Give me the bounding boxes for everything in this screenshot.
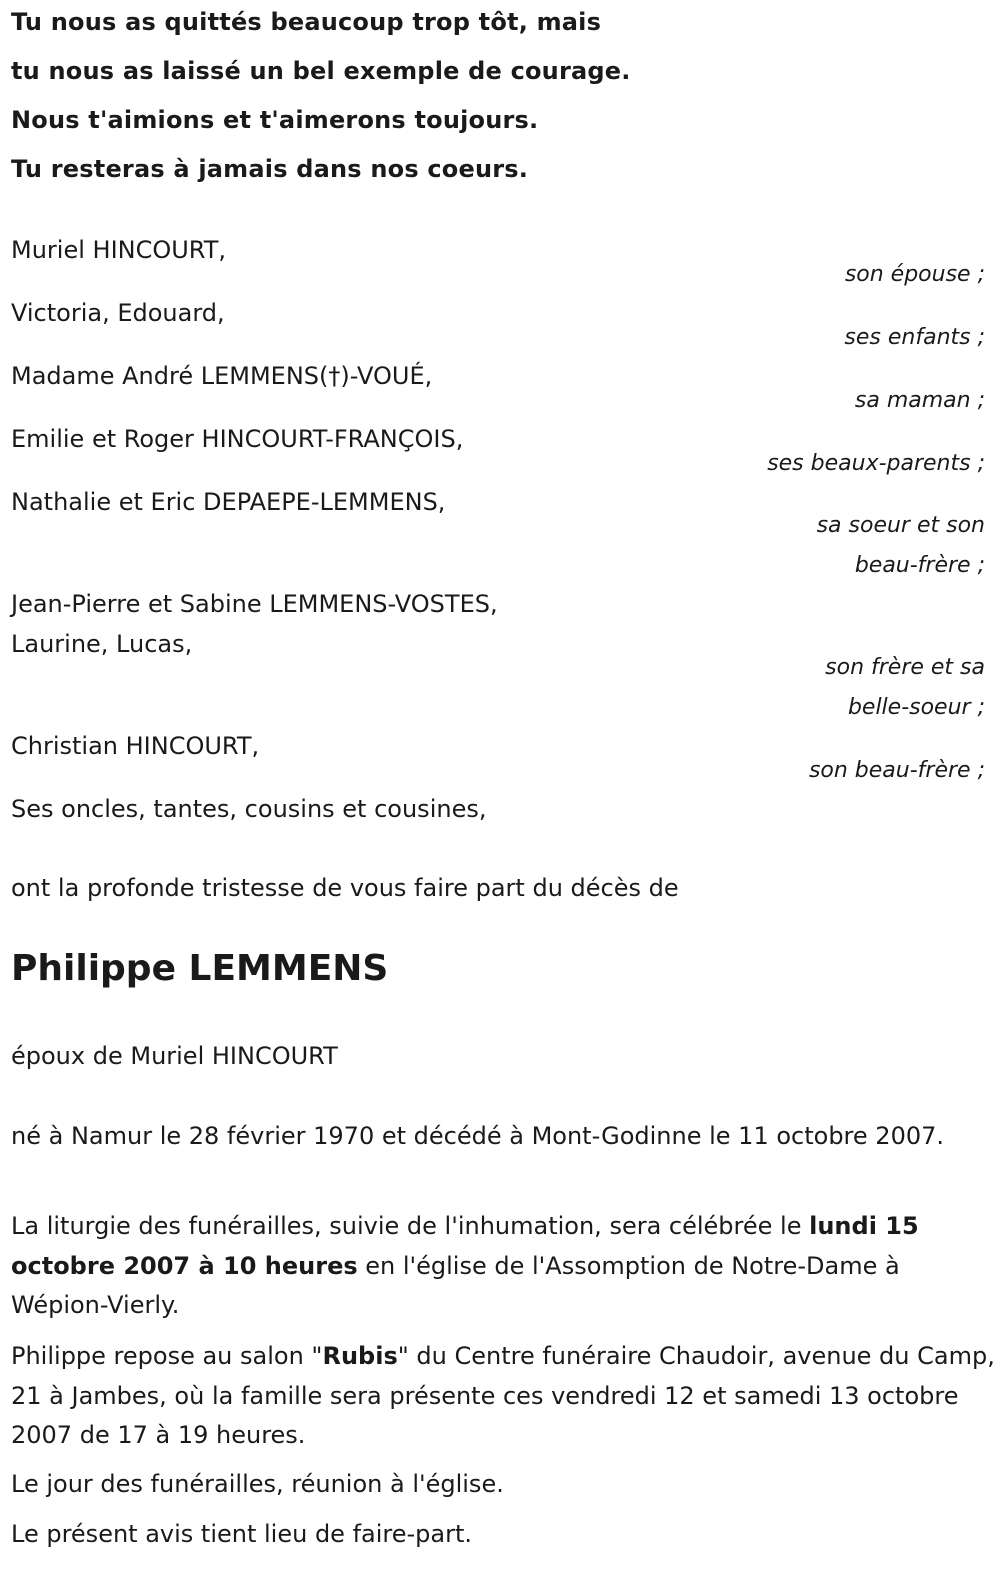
birth-death-paragraph: né à Namur le 28 février 1970 et décédé à Mont-Godinne le 11 octobre 2007. [11, 1122, 944, 1150]
family-name: Nathalie et Eric DEPAEPE-LEMMENS, [11, 488, 446, 516]
family-relation: belle-soeur ; [847, 695, 985, 720]
deceased-name: Philippe LEMMENS [11, 948, 389, 989]
poem-line: tu nous as laissé un bel exemple de courage. [11, 57, 631, 85]
family-relation: sa maman ; [854, 388, 985, 413]
salon-name: Rubis [322, 1342, 398, 1370]
family-name: Victoria, Edouard, [11, 299, 225, 327]
spouse-line: époux de Muriel HINCOURT [11, 1042, 338, 1070]
announcement-text: ont la profonde tristesse de vous faire part du décès de [11, 874, 679, 902]
family-relation: sa soeur et son [816, 513, 985, 538]
poem-line: Nous t'aimions et t'aimerons toujours. [11, 106, 539, 134]
funeral-text-after: en l'église de l'Assomption de Notre-Dame à Wépion-Vierly. [11, 1251, 900, 1319]
visitation-text-after: " du Centre funéraire Chaudoir, avenue du Camp, 21 à Jambes, où la famille sera présente ces vendredi 12 et samedi 13 octobre 2007 de 17 à 19 heures. [11, 1342, 995, 1449]
family-name: Emilie et Roger HINCOURT-FRANÇOIS, [11, 425, 464, 453]
family-relation: son épouse ; [844, 262, 985, 287]
family-name: Muriel HINCOURT, [11, 236, 227, 264]
funeral-text-before: La liturgie des funérailles, suivie de l'inhumation, sera célébrée le [11, 1212, 810, 1240]
family-name: Jean-Pierre et Sabine LEMMENS-VOSTES, [11, 590, 498, 618]
family-relation: ses beaux-parents ; [767, 451, 985, 476]
family-name: Laurine, Lucas, [11, 630, 193, 658]
visitation-text-before: Philippe repose au salon " [11, 1342, 323, 1370]
notice-paragraph: Le présent avis tient lieu de faire-part. [11, 1520, 473, 1548]
family-name: Ses oncles, tantes, cousins et cousines, [11, 795, 487, 823]
funeral-date-time: lundi 15 octobre 2007 à 10 heures [11, 1212, 919, 1280]
family-relation: son beau-frère ; [808, 758, 985, 783]
family-relation: beau-frère ; [854, 553, 985, 578]
family-name: Madame André LEMMENS(†)-VOUÉ, [11, 362, 433, 390]
family-relation: son frère et sa [825, 655, 985, 680]
visitation-paragraph [11, 1337, 996, 1456]
poem-line: Tu nous as quittés beaucoup trop tôt, mais [11, 8, 602, 36]
family-name: Christian HINCOURT, [11, 732, 260, 760]
meeting-paragraph: Le jour des funérailles, réunion à l'église. [11, 1470, 504, 1498]
funeral-paragraph [11, 1207, 996, 1326]
poem-line: Tu resteras à jamais dans nos coeurs. [11, 155, 529, 183]
family-relation: ses enfants ; [844, 325, 985, 350]
